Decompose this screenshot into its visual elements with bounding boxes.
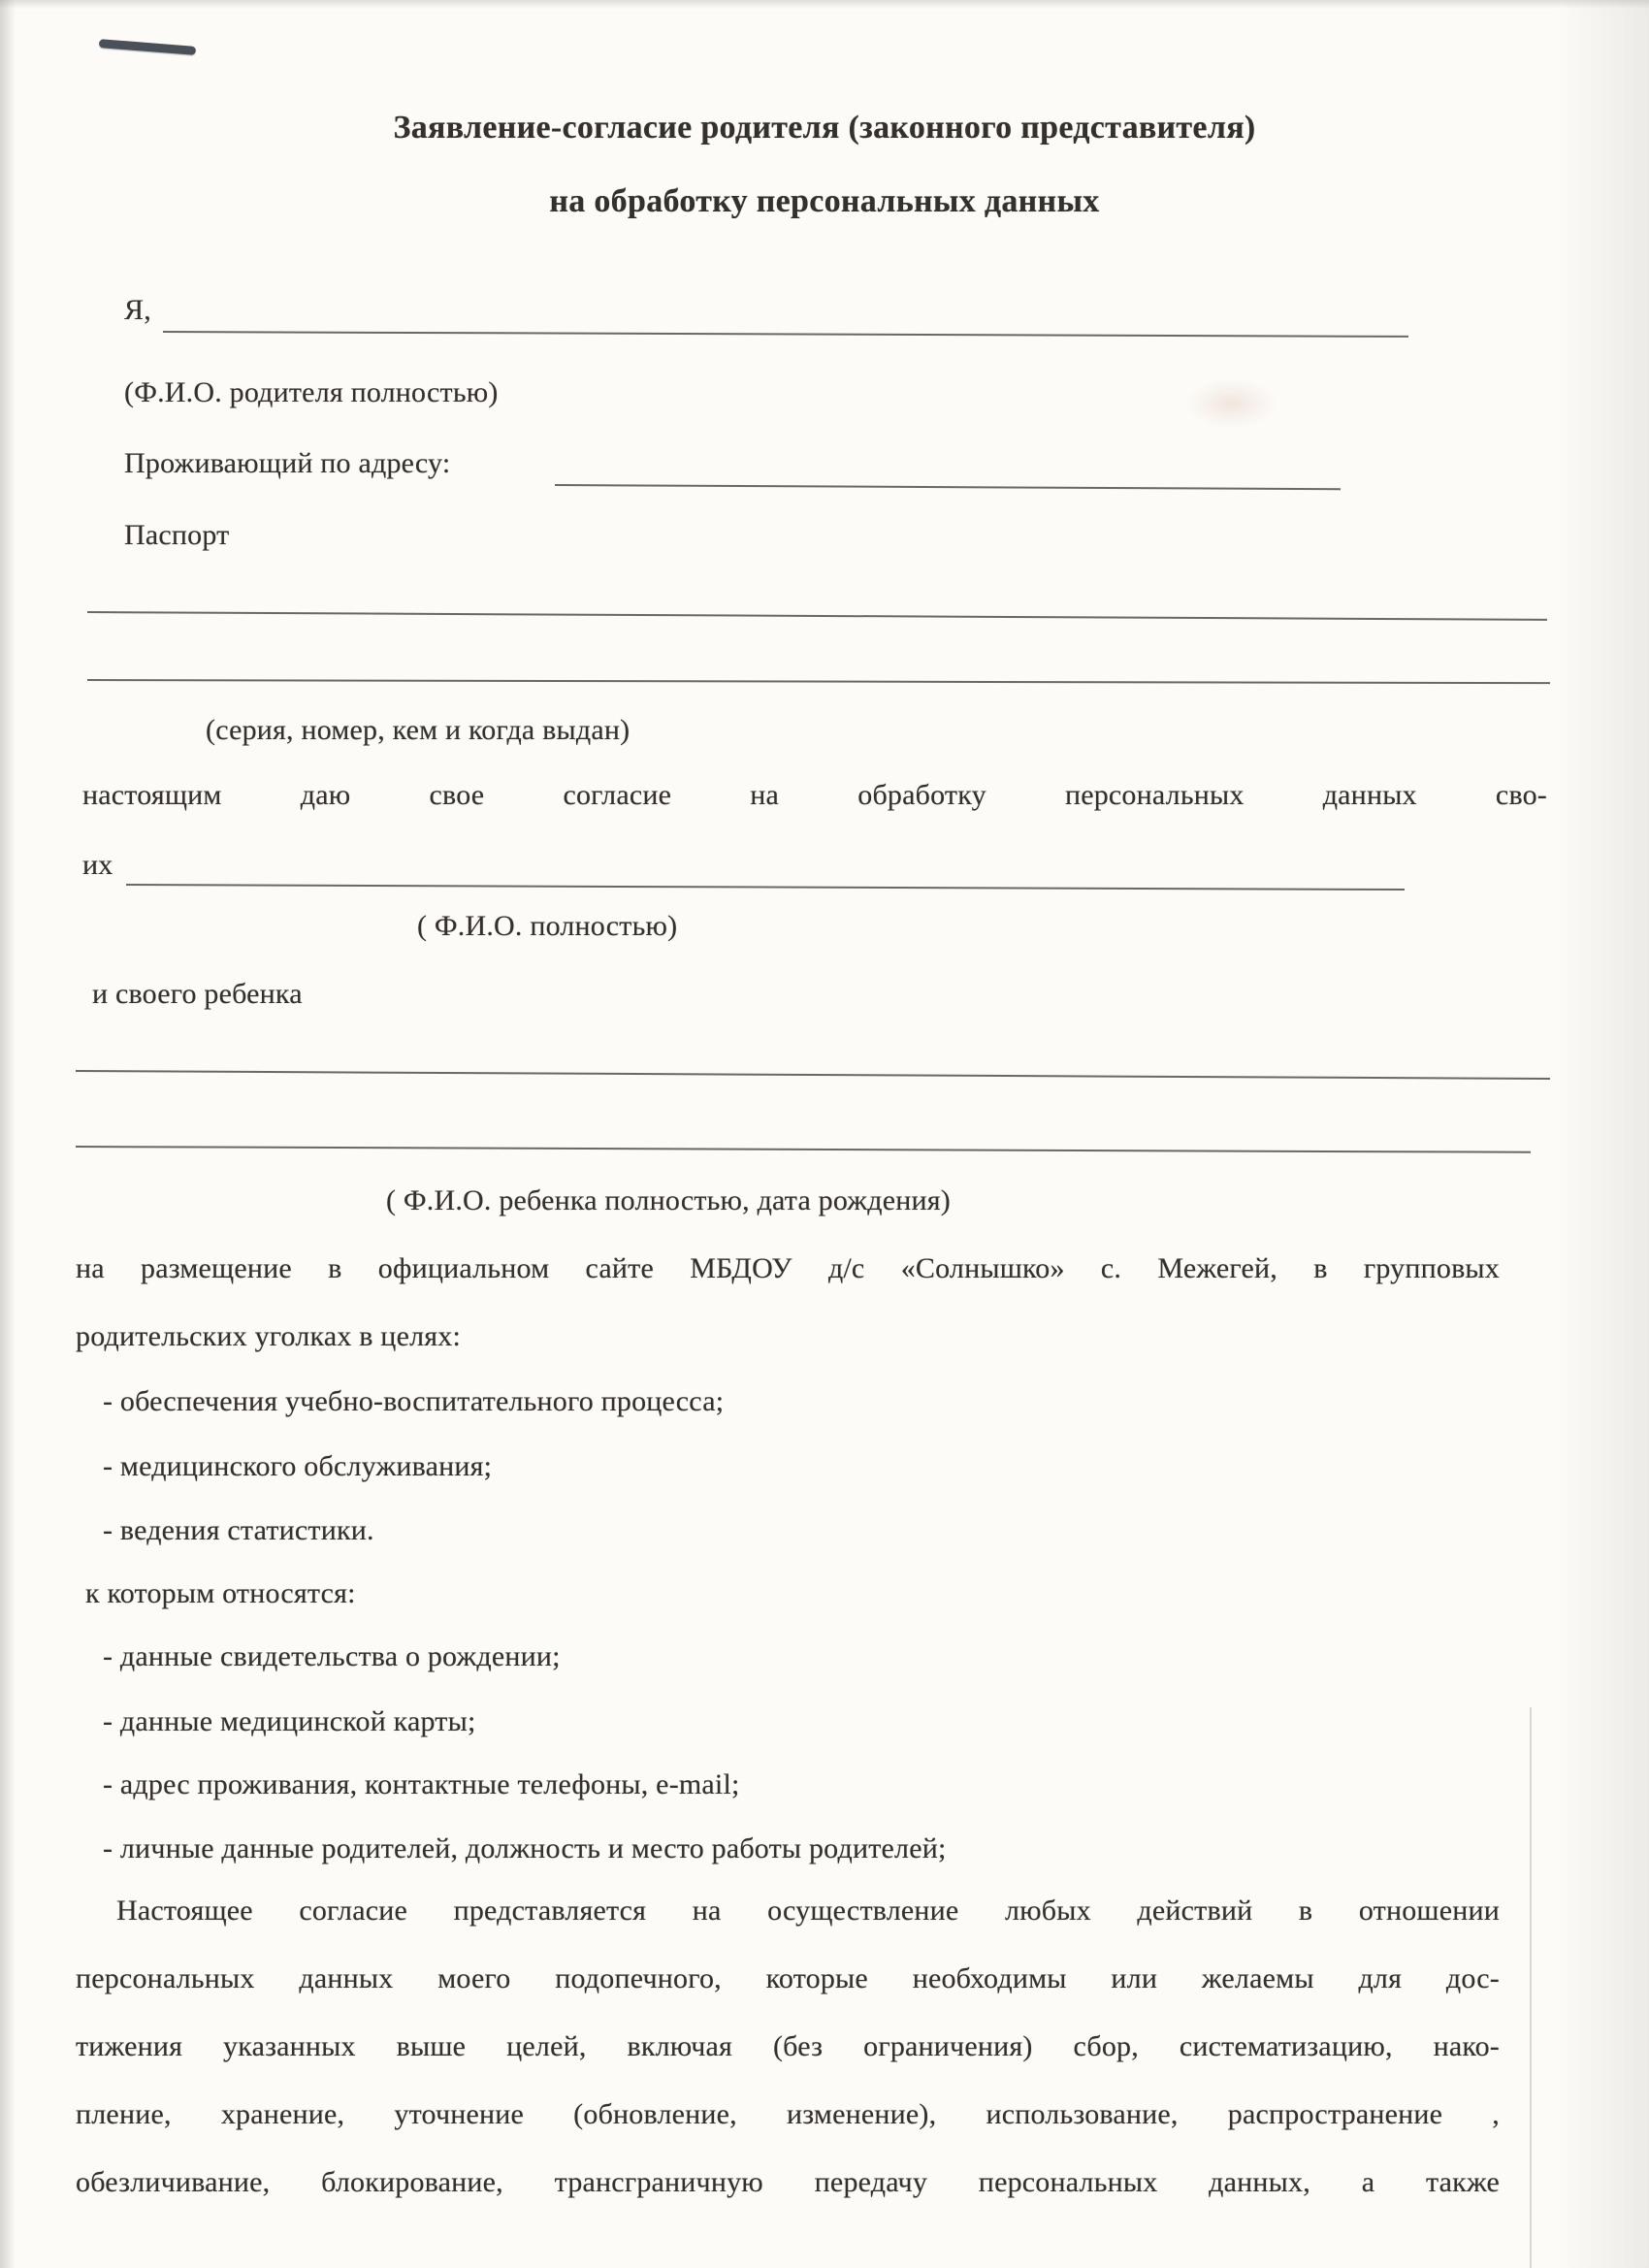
label-address: Проживающий по адресу: [124,447,451,479]
scan-edge-top-shadow [0,0,1649,9]
scan-edge-right-shadow [1557,0,1649,2268]
blank-line-own-fio [126,884,1405,891]
blank-line-passport-2 [87,679,1550,684]
placement-line-1: на размещение в официальном сайте МБДОУ д/с «Солнышко» с. Межегей, в групповых [76,1252,1500,1284]
purpose-item: - обеспечения учебно-воспитательного процесса; [103,1385,725,1417]
paragraph-line: тижения указанных выше целей, включая (без ограничения) сбор, систематизацию, нако- [76,2030,1500,2062]
data-item: - личные данные родителей, должность и место работы родителей; [103,1832,947,1864]
caption-parent-fio: (Ф.И.О. родителя полностью) [124,376,499,408]
placement-line-2: родительских уголках в целях: [76,1320,461,1352]
label-passport: Паспорт [124,519,230,551]
blank-line-child-1 [76,1070,1550,1080]
document-title-line1: Заявление-согласие родителя (законного представителя) [393,110,1256,146]
paragraph-line: пление, хранение, уточнение (обновление, изменение), использование, распространение , [76,2098,1500,2130]
caption-passport-details: (серия, номер, кем и когда выдан) [206,714,630,746]
caption-child-fio: ( Ф.И.О. ребенка полностью, дата рождения) [386,1184,951,1216]
purpose-item: - медицинского обслуживания; [103,1450,493,1482]
purpose-item: - ведения статистики. [103,1514,374,1546]
consent-statement-line: настоящим даю свое согласие на обработку персональных данных сво- [82,779,1547,811]
document-title-line2: на обработку персональных данных [549,183,1100,219]
pen-mark-artifact [99,39,196,55]
paragraph-line: Настоящее согласие представляется на осуществление любых действий в отношении [116,1895,1500,1927]
caption-fio-full: ( Ф.И.О. полностью) [417,910,678,942]
label-ya: Я, [124,294,151,326]
data-item: - адрес проживания, контактные телефоны, e-mail; [103,1768,740,1800]
blank-line-parent-name [163,331,1408,338]
data-item: - данные медицинской карты; [103,1705,476,1737]
paragraph-line: обезличивание, блокирование, трансграничную передачу персональных данных, а также [76,2166,1500,2198]
paragraph-line: персональных данных моего подопечного, которые необходимы или желаемы для дос- [76,1962,1500,1994]
blank-line-address [555,484,1341,490]
data-item: - данные свидетельства о рождении; [103,1640,561,1672]
label-and-child: и своего ребенка [92,978,303,1010]
pink-smudge-artifact [1185,378,1277,429]
label-ih: их [82,849,113,881]
scan-fold-line [1530,1707,1532,2268]
scan-edge-left-shadow [0,0,16,2268]
blank-line-passport-1 [87,611,1547,621]
label-refers-to: к которым относятся: [85,1577,356,1609]
blank-line-child-2 [76,1146,1531,1153]
